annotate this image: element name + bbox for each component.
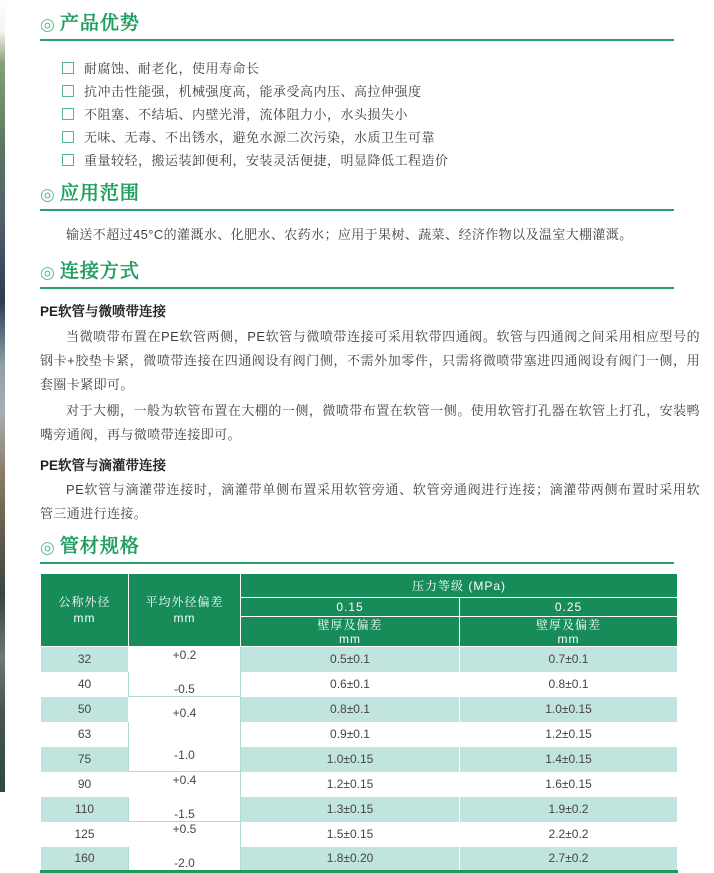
list-item-label: 重量较轻，搬运装卸便利，安装灵活便捷，明显降低工程造价 [84, 153, 449, 168]
section-application-title: 应用范围 [59, 183, 140, 204]
checkbox-icon [62, 62, 74, 74]
cell-wall-015: 0.9±0.1 [241, 722, 460, 747]
section-advantages-title: 产品优势 [59, 13, 140, 34]
table-row [41, 697, 678, 722]
section-advantages [40, 12, 700, 171]
header-pressure-grade: 压力等级 (MPa) [241, 574, 678, 598]
list-item-label: 不阻塞、不结垢、内壁光滑，流体阻力小，水头损失小 [84, 107, 409, 122]
list-item-label: 抗冲击性能强，机械强度高，能承受高内压、高拉伸强度 [84, 84, 422, 99]
table-row [41, 822, 678, 847]
cell-wall-025: 0.8±0.1 [460, 672, 678, 697]
cell-wall-015: 1.0±0.15 [241, 747, 460, 772]
section-specs-header [40, 535, 700, 559]
list-item [62, 148, 700, 171]
connection-paragraph-3: PE软管与滴灌带连接时，滴灌带单侧布置采用软管旁通、软管旁通阀进行连接；滴灌带两侧布置时采用软管三通进行连接。 [40, 482, 700, 521]
checkbox-icon [62, 85, 74, 97]
section-specs-title: 管材规格 [59, 536, 140, 557]
pipe-spec-table-header [41, 574, 678, 647]
connection-subheading-spray: PE软管与微喷带连接 [40, 304, 167, 319]
pipe-spec-table-body [41, 647, 678, 872]
cell-od: 75 [41, 747, 129, 772]
section-marker-icon: ◎ [40, 184, 55, 204]
table-row [41, 647, 678, 672]
cell-wall-025: 1.0±0.15 [460, 697, 678, 722]
cell-wall-025: 0.7±0.1 [460, 647, 678, 672]
checkbox-icon [62, 131, 74, 143]
section-specs [40, 535, 700, 873]
header-level-015: 0.15 [241, 598, 460, 617]
cell-wall-025: 1.4±0.15 [460, 747, 678, 772]
section-divider [40, 287, 674, 289]
cell-deviation-group: +0.5 -2.0 [129, 822, 241, 872]
cell-od: 50 [41, 697, 129, 722]
list-item-label: 无味、无毒、不出锈水，避免水源二次污染，水质卫生可靠 [84, 130, 436, 145]
section-marker-icon: ◎ [40, 537, 55, 557]
header-od: 公称外径 mm [41, 574, 129, 647]
section-connection-header [40, 260, 700, 284]
cell-wall-025: 1.9±0.2 [460, 797, 678, 822]
list-item [62, 102, 700, 125]
cell-od: 63 [41, 722, 129, 747]
connection-paragraph-2: 对于大棚，一般为软管布置在大棚的一侧，微喷带布置在软管一侧。使用软管打孔器在软管上打孔，安装鸭嘴旁通阀，再与微喷带连接即可。 [40, 403, 700, 442]
section-application [40, 182, 700, 247]
cell-od: 90 [41, 772, 129, 797]
list-item [62, 56, 700, 79]
checkbox-icon [62, 154, 74, 166]
section-connection [40, 260, 700, 526]
table-row [41, 772, 678, 797]
section-divider [40, 209, 674, 211]
cell-deviation-group: +0.4 -1.5 [129, 772, 241, 822]
section-advantages-header [40, 12, 700, 36]
section-marker-icon: ◎ [40, 14, 55, 34]
header-wall-thickness-015: 壁厚及偏差 mm [241, 617, 460, 647]
cell-wall-015: 0.6±0.1 [241, 672, 460, 697]
section-marker-icon: ◎ [40, 262, 55, 282]
cell-wall-015: 0.5±0.1 [241, 647, 460, 672]
cell-od: 32 [41, 647, 129, 672]
cell-od: 160 [41, 847, 129, 872]
cell-deviation-group: +0.2 -0.5 [129, 647, 241, 697]
section-divider [40, 39, 674, 41]
section-divider [40, 562, 674, 564]
cell-wall-025: 1.6±0.15 [460, 772, 678, 797]
pipe-spec-table [40, 573, 678, 873]
checkbox-icon [62, 108, 74, 120]
cell-wall-015: 1.2±0.15 [241, 772, 460, 797]
header-level-025: 0.25 [460, 598, 678, 617]
cell-wall-015: 0.8±0.1 [241, 697, 460, 722]
cell-wall-015: 1.5±0.15 [241, 822, 460, 847]
connection-paragraph-1: 当微喷带布置在PE软管两侧，PE软管与微喷带连接可采用软带四通阀。软管与四通阀之间采用相应型号的钢卡+胶垫卡紧，微喷带连接在四通阀设有阀门侧，不需外加零件，只需将微喷带塞进四通阀设有阀门一侧，用套圈卡紧即可。 [40, 329, 700, 392]
application-text: 输送不超过45°C的灌溉水、化肥水、农药水；应用于果树、蔬菜、经济作物以及温室大棚灌溉。 [66, 227, 633, 242]
list-item-label: 耐腐蚀、耐老化，使用寿命长 [84, 61, 260, 76]
cell-wall-015: 1.3±0.15 [241, 797, 460, 822]
header-wall-thickness-025: 壁厚及偏差 mm [460, 617, 678, 647]
cell-wall-025: 1.2±0.15 [460, 722, 678, 747]
advantages-list [62, 56, 700, 171]
cell-deviation-group: +0.4 -1.0 [129, 697, 241, 772]
list-item [62, 125, 700, 148]
section-application-header [40, 182, 700, 206]
header-deviation: 平均外径偏差 mm [129, 574, 241, 647]
cell-od: 125 [41, 822, 129, 847]
cell-wall-025: 2.2±0.2 [460, 822, 678, 847]
cell-wall-015: 1.8±0.20 [241, 847, 460, 872]
section-connection-title: 连接方式 [59, 261, 140, 282]
cell-wall-025: 2.7±0.2 [460, 847, 678, 872]
connection-subheading-drip: PE软管与滴灌带连接 [40, 458, 167, 473]
cell-od: 110 [41, 797, 129, 822]
list-item [62, 79, 700, 102]
cell-od: 40 [41, 672, 129, 697]
